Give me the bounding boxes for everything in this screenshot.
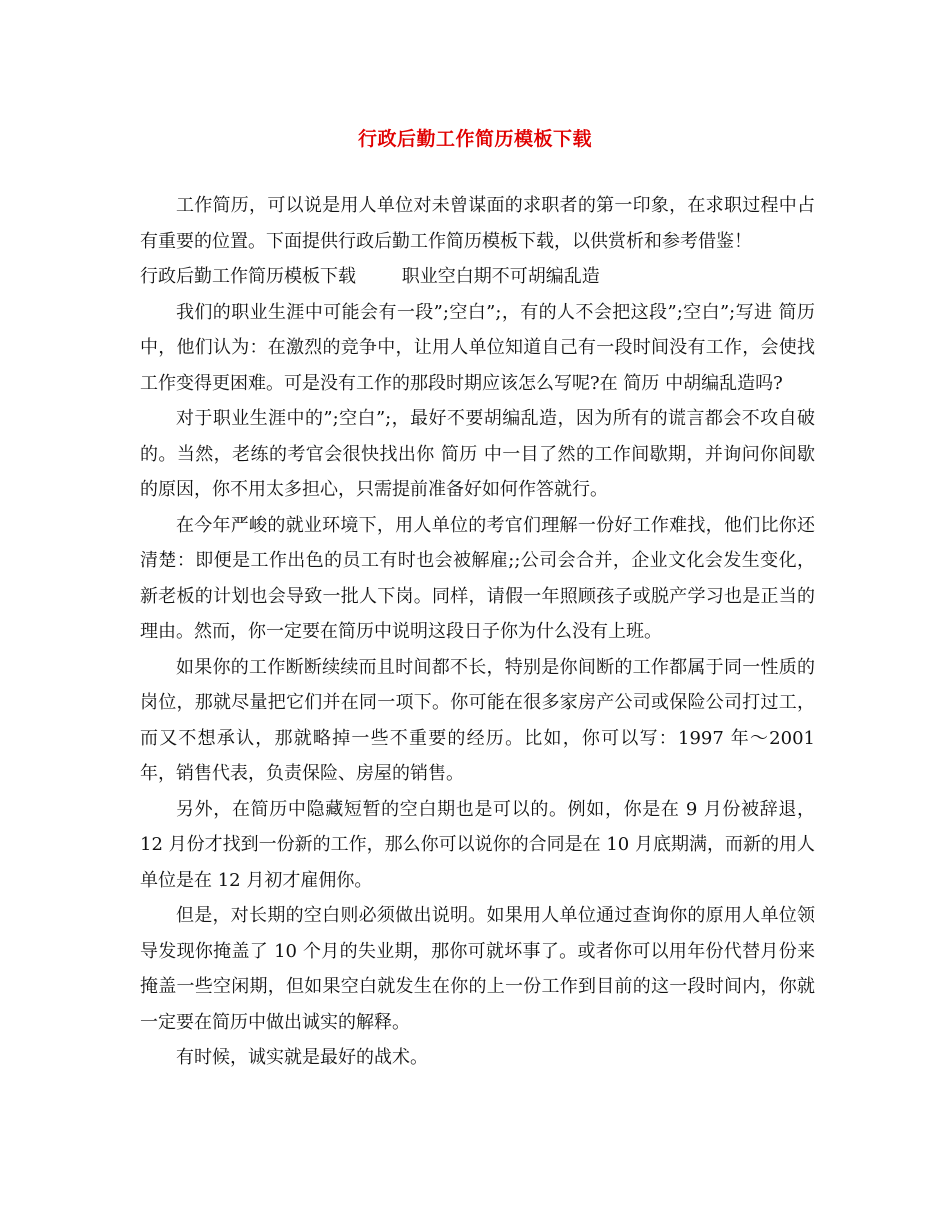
body-paragraph-3: 在今年严峻的就业环境下，用人单位的考官们理解一份好工作难找，他们比你还清楚：即便是工作出色的员工有时也会被解雇;;公司会合并，企业文化会发生变化，新老板的计划也会导致一批人下岗。同样，请假一年照顾孩子或脱产学习也是正当的理由。然而，你一定要在简历中说明这段日子你为什么没有上班。 (140, 514, 815, 642)
body-paragraph-2: 对于职业生涯中的”;空白”;，最好不要胡编乱造，因为所有的谎言都会不攻自破的。当然，老练的考官会很快找出你 简历 中一目了然的工作间歇期，并询问你间歇的原因，你不用太多担心，只需提前准备好如何作答就行。 (140, 408, 815, 500)
body-paragraph-5: 另外，在简历中隐藏短暂的空白期也是可以的。例如，你是在 9 月份被辞退，12 月份才找到一份新的工作，那么你可以说你的合同是在 10 月底期满，而新的用人单位是在 12 月初才雇佣你。 (140, 798, 815, 891)
section-subheading: 行政后勤工作简历模板下载 职业空白期不可胡编乱造 (140, 266, 600, 287)
body-paragraph-1: 我们的职业生涯中可能会有一段”;空白”;，有的人不会把这段”;空白”;写进 简历 中，他们认为：在激烈的竞争中，让用人单位知道自己有一段时间没有工作，会使找工作变得更困难。可是没有工作的那段时期应该怎么写呢?在 简历 中胡编乱造吗? (140, 301, 815, 394)
body-paragraph-7: 有时候，诚实就是最好的战术。 (176, 1047, 428, 1068)
intro-paragraph: 工作简历，可以说是用人单位对未曾谋面的求职者的第一印象，在求职过程中占有重要的位置。下面提供行政后勤工作简历模板下载，以供赏析和参考借鉴！ (140, 195, 815, 252)
body-paragraph-4: 如果你的工作断断续续而且时间都不长，特别是你间断的工作都属于同一性质的岗位，那就尽量把它们并在同一项下。你可能在很多家房产公司或保险公司打过工，而又不想承认，那就略掉一些不重要的经历。比如，你可以写：1997 年～2001 年，销售代表，负责保险、房屋的销售。 (140, 656, 815, 784)
document-body (140, 188, 815, 1076)
body-paragraph-6: 但是，对长期的空白则必须做出说明。如果用人单位通过查询你的原用人单位领导发现你掩盖了 10 个月的失业期，那你可就坏事了。或者你可以用年份代替月份来掩盖一些空闲期，但如果空白就发生在你的上一份工作到目前的这一段时间内，你就一定要在简历中做出诚实的解释。 (140, 905, 815, 1033)
document-title: 行政后勤工作简历模板下载 (357, 128, 592, 150)
